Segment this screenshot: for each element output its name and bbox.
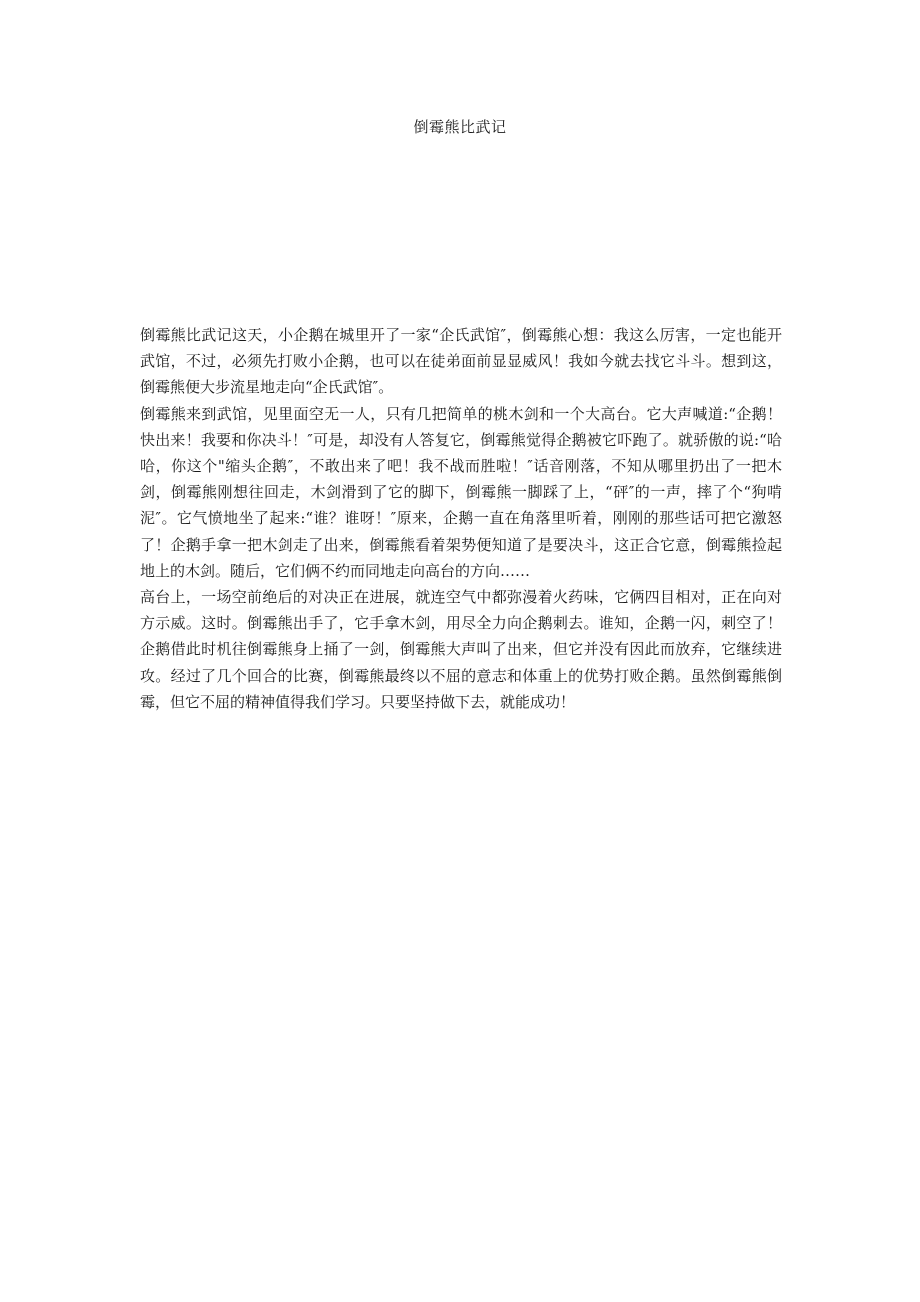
paragraph: 高台上，一场空前绝后的对决正在进展，就连空气中都弥漫着火药味，它俩四目相对，正在向对方示威。这时。倒霉熊出手了，它手拿木剑，用尽全力向企鹅刺去。谁知，企鹅一闪，刺空了！企鹅借此时机往倒霉熊身上捅了一剑，倒霉熊大声叫了出来，但它并没有因此而放弃，它继续进攻。经过了几个回合的比赛，倒霉熊最终以不屈的意志和体重上的优势打败企鹅。虽然倒霉熊倒霉，但它不屈的精神值得我们学习。只要坚持做下去，就能成功！ xyxy=(140,588,782,711)
paragraph: 倒霉熊来到武馆，见里面空无一人，只有几把简单的桃木剑和一个大高台。它大声喊道:“企鹅！快出来！我要和你决斗！″可是，却没有人答复它，倒霉熊觉得企鹅被它吓跑了。就骄傲的说:“哈哈，你这个"缩头企鹅″，不敢出来了吧！我不战而胜啦！″话音刚落，不知从哪里扔出了一把木剑，倒霉熊刚想往回走，木剑滑到了它的脚下，倒霉熊一脚踩了上，“砰″的一声，摔了个“狗啃泥″。它气愤地坐了起来:“谁？谁呀！″原来，企鹅一直在角落里听着，刚刚的那些话可把它激怒了！企鹅手拿一把木剑走了出来，倒霉熊看着架势便知道了是要决斗，这正合它意，倒霉熊捡起地上的木剑。随后，它们俩不约而同地走向高台的方向…… xyxy=(140,404,782,580)
document-title: 倒霉熊比武记 xyxy=(413,118,507,136)
paragraph: 倒霉熊比武记这天，小企鹅在城里开了一家“企氏武馆″，倒霉熊心想：我这么厉害，一定也能开武馆，不过，必须先打败小企鹅，也可以在徒弟面前显显威风！我如今就去找它斗斗。想到这，倒霉熊便大步流星地走向“企氏武馆″。 xyxy=(140,326,782,397)
document-body xyxy=(140,322,782,715)
